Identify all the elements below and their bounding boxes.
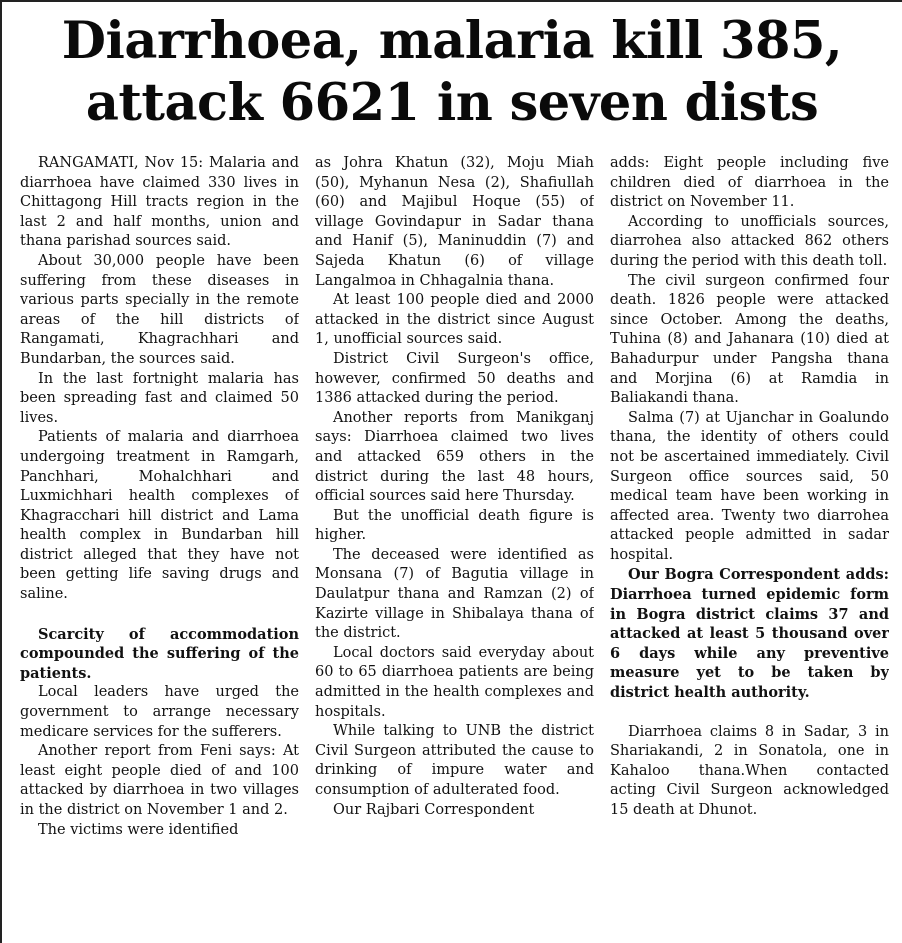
article-column-1 xyxy=(20,154,299,943)
paragraph: Local leaders have urged the government to arrange necessary medicare services for the sufferers. xyxy=(20,684,299,740)
paragraph: About 30,000 people have been suffering from these diseases in various parts specially in the remote areas of the hill districts of Rangamati, Khagrachhari and Bundarban, the sources said. xyxy=(20,252,299,367)
paragraph: Scarcity of accommodation compounded the suffering of the patients. xyxy=(20,625,299,682)
paragraph: The deceased were identified as Monsana (7) of Bagutia village in Daulatpur thana and Ramzan (2) of Kazirte village in Shibalaya thana of the district. xyxy=(315,546,594,642)
paragraph: Patients of malaria and diarrhoea undergoing treatment in Ramgarh, Panchhari, Mohalchhari and Luxmichhari health complexes of Khagracchari hill district and Lama health complex in Bundarban hill district alleged that they have not been getting life saving drugs and saline. xyxy=(20,429,299,603)
paragraph: RANGAMATI, Nov 15: Malaria and diarrhoea have claimed 330 lives in Chittagong Hill tracts region in the last 2 and half months, union and thana parishad sources said. xyxy=(20,155,299,250)
paragraph: Our Bogra Correspondent adds: Diarrhoea turned epidemic form in Bogra district claims 37 and attacked at least 5 thousand over 6 days while any preventive measure yet to be taken by district health authority. xyxy=(610,566,889,702)
paragraph: Diarrhoea claims 8 in Sadar, 3 in Shariakandi, 2 in Sonatola, one in Kahaloo thana.When contacted acting Civil Surgeon acknowledged 15 death at Dhunot. xyxy=(610,723,889,818)
paragraph: According to unofficials sources, diarrohea also attacked 862 others during the period with this death toll. xyxy=(610,213,889,269)
paragraph: adds: Eight people including five children died of diarrhoea in the district on November 11. xyxy=(610,155,889,211)
paragraph: But the unofficial death figure is higher. xyxy=(315,507,594,544)
paragraph: The victims were identified xyxy=(38,821,239,838)
article-column-3 xyxy=(610,154,889,943)
paragraph: Another report from Feni says: At least eight people died of and 100 attacked by diarrhoea in two villages in the district on November 1 and 2. xyxy=(20,743,299,818)
article-column-2 xyxy=(315,154,594,943)
paragraph: While talking to UNB the district Civil Surgeon attributed the cause to drinking of impure water and consumption of adulterated food. xyxy=(315,723,594,798)
paragraph: In the last fortnight malaria has been spreading fast and claimed 50 lives. xyxy=(20,370,299,426)
paragraph: Our Rajbari Correspondent xyxy=(333,801,535,818)
headline-line-2: attack 6621 in seven dists xyxy=(85,73,819,133)
paragraph: Local doctors said everyday about 60 to 65 diarrhoea patients are being admitted in the health complexes and hospitals. xyxy=(315,644,594,720)
paragraph: Another reports from Manikganj says: Diarrhoea claimed two lives and attacked 659 others in the district during the last 48 hours, official sources said here Thursday. xyxy=(315,409,594,505)
headline xyxy=(2,2,902,134)
paragraph: as Johra Khatun (32), Moju Miah (50), Myhanun Nesa (2), Shafiullah (60) and Majibul Hoque (55) of village Govindapur in Sadar thana and Hanif (5), Maninuddin (7) and Sajeda Khatun (6) of village Langalmoa in Chhagalnia thana. xyxy=(315,155,594,289)
paragraph: At least 100 people died and 2000 attacked in the district since August 1, unofficial sources said. xyxy=(315,292,594,348)
paragraph: Salma (7) at Ujanchar in Goalundo thana, the identity of others could not be ascertained immediately. Civil Surgeon office sources said, 50 medical team have been working in affected area. Twenty two diarrohea attacked people admitted in sadar hospital. xyxy=(610,409,889,563)
paragraph: District Civil Surgeon's office, however, confirmed 50 deaths and 1386 attacked during the period. xyxy=(315,350,594,407)
paragraph: The civil surgeon confirmed four death. 1826 people were attacked since October. Among the deaths, Tuhina (8) and Jahanara (10) died at Bahadurpur under Pangsha thana and Morjina (6) at Ramdia in Baliakandi thana. xyxy=(610,272,889,407)
article-body xyxy=(20,154,890,943)
headline-line-1: Diarrhoea, malaria kill 385, xyxy=(61,11,843,71)
